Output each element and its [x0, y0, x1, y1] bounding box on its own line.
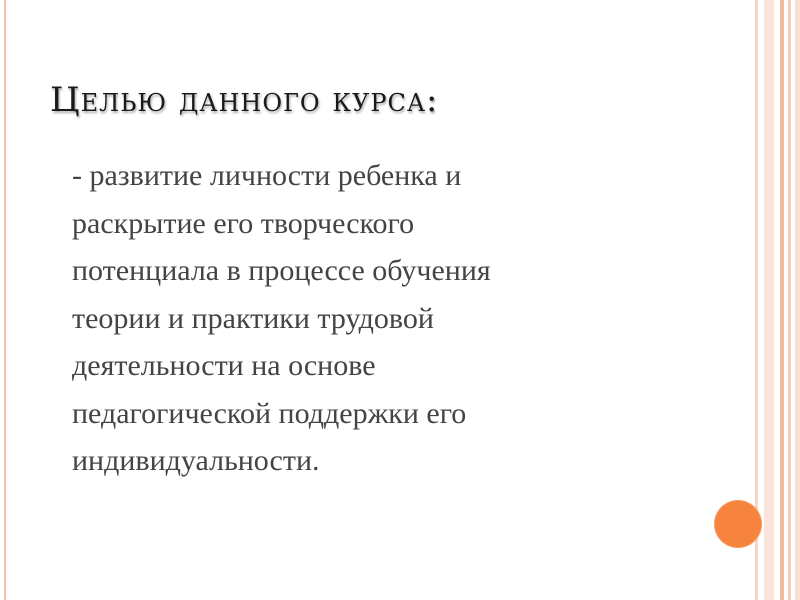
body-line: теории и практики трудовой — [72, 301, 434, 335]
body-line: педагогической поддержки его — [72, 396, 467, 430]
right-border-stripe — [780, 0, 784, 600]
slide-title: Целью данного курса: — [50, 80, 439, 120]
right-border-stripe — [764, 0, 774, 600]
right-border-stripe — [788, 0, 791, 600]
right-border-stripe — [795, 0, 800, 600]
body-line: - развитие личности ребенка и — [72, 159, 462, 192]
body-line: деятельности на основе — [72, 349, 376, 382]
left-border-line — [4, 0, 6, 600]
body-line: индивидуальности. — [72, 444, 320, 477]
body-line: потенциала в процессе обучения — [72, 254, 491, 287]
body-line: раскрытие его творческого — [72, 206, 415, 240]
decorative-circle — [714, 500, 762, 548]
slide-body — [72, 152, 672, 485]
